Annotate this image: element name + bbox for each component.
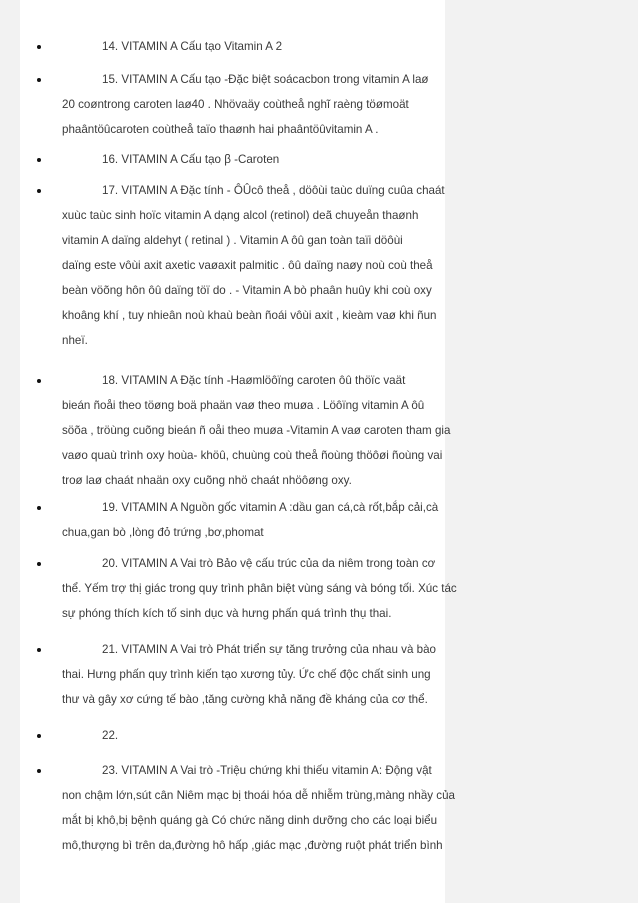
paragraph-line: 23. VITAMIN A Vai trò -Triệu chứng khi thiếu vitamin A: Động vật: [102, 764, 432, 777]
paragraph-line: beàn vöõng hôn ôû daïng töï do . - Vitamin A bò phaân huûy khi coù oxy: [62, 284, 432, 297]
paragraph-line: nheï.: [62, 334, 88, 347]
bullet-icon: [37, 45, 41, 49]
paragraph-line: xuùc taùc sinh hoïc vitamin A dạng alcol (retinol) deã chuyeån thaønh: [62, 209, 419, 222]
paragraph-line: 18. VITAMIN A Đặc tính -Haømlöôïng caroten ôû thöïc vaät: [102, 374, 406, 387]
paragraph-line: 21. VITAMIN A Vai trò Phát triển sự tăng trưởng của nhau và bào: [102, 643, 436, 656]
paragraph-line: 17. VITAMIN A Đặc tính - ÔÛcô theå , döôùi taùc duïng cuûa chaát: [102, 184, 445, 197]
paragraph-line: sự phóng thích kích tố sinh dục và hưng phấn quá trình thụ thai.: [62, 607, 392, 620]
paragraph-line: 20. VITAMIN A Vai trò Bảo vệ cấu trúc của da niêm trong toàn cơ: [102, 557, 436, 570]
paragraph-line: 19. VITAMIN A Nguồn gốc vitamin A :dầu gan cá,cà rốt,bắp cải,cà: [102, 501, 439, 514]
paragraph-line: 22.: [102, 729, 119, 742]
bullet-icon: [37, 648, 41, 652]
paragraph-line: mô,thượng bì trên da,đường hô hấp ,giác mạc ,đường ruột phát triển bình: [62, 839, 443, 852]
bullet-icon: [37, 158, 41, 162]
paragraph-line: 16. VITAMIN A Cấu tạo β -Caroten: [102, 153, 280, 166]
paragraph-line: thể. Yếm trợ thị giác trong quy trình phân biệt vùng sáng và bóng tối. Xúc tác: [62, 582, 457, 595]
bullet-icon: [37, 379, 41, 383]
bullet-icon: [37, 769, 41, 773]
paragraph-line: bieán ñoåi theo töøng boä phaän vaø theo muøa . Löôïng vitamin A ôû: [62, 399, 425, 412]
paragraph-line: troø laø chaát nhaän oxy cuõng nhö chaát nhöôøng oxy.: [62, 474, 352, 487]
paragraph-line: thư và gây xơ cứng tế bào ,tăng cường khả năng đề kháng của cơ thể.: [62, 693, 428, 706]
paragraph-line: mắt bị khô,bị bệnh quáng gà Có chức năng dinh dưỡng cho các loại biểu: [62, 814, 438, 827]
bullet-icon: [37, 78, 41, 82]
paragraph-line: khoâng khí , tuy nhieân noù khaù beàn ñoái vôùi axit , kieàm vaø khi ñun: [62, 309, 437, 322]
bullet-icon: [37, 506, 41, 510]
paragraph-line: 15. VITAMIN A Cấu tạo -Đặc biệt soácacbon trong vitamin A laø: [102, 73, 429, 86]
bullet-icon: [37, 562, 41, 566]
paragraph-line: vitamin A daïng aldehyt ( retinal ) . Vitamin A ôû gan toàn taïi döôùi: [62, 234, 403, 247]
paragraph-line: 20 coøntrong caroten laø40 . Nhövaäy coùtheå nghĩ raèng töømoät: [62, 98, 409, 111]
paragraph-line: thai. Hưng phấn quy trình kiến tạo xương tủy. Ức chế độc chất sinh ung: [62, 668, 431, 681]
paragraph-line: chua,gan bò ,lòng đỏ trứng ,bơ,phomat: [62, 526, 264, 539]
paragraph-line: non chậm lớn,sút cân Niêm mạc bị thoái hóa dễ nhiễm trùng,màng nhầy của: [62, 789, 455, 802]
bullet-icon: [37, 734, 41, 738]
paragraph-line: 14. VITAMIN A Cấu tạo Vitamin A 2: [102, 40, 283, 53]
paragraph-line: söõa , tröùng cuõng bieán ñ oåi theo muøa -Vitamin A vaø caroten tham gia: [62, 424, 451, 437]
paragraph-line: phaântöûcaroten coùtheå taïo thaønh hai phaântöûvitamin A .: [62, 123, 379, 136]
paragraph-line: daïng este vôùi axit axetic vaøaxit palmitic . ôû daïng naøy noù coù theå: [62, 259, 433, 272]
paragraph-line: vaøo quaù trình oxy hoùa- khöû, chuùng coù theå ñoùng thöôøi ñoùng vai: [62, 449, 443, 462]
bullet-icon: [37, 189, 41, 193]
